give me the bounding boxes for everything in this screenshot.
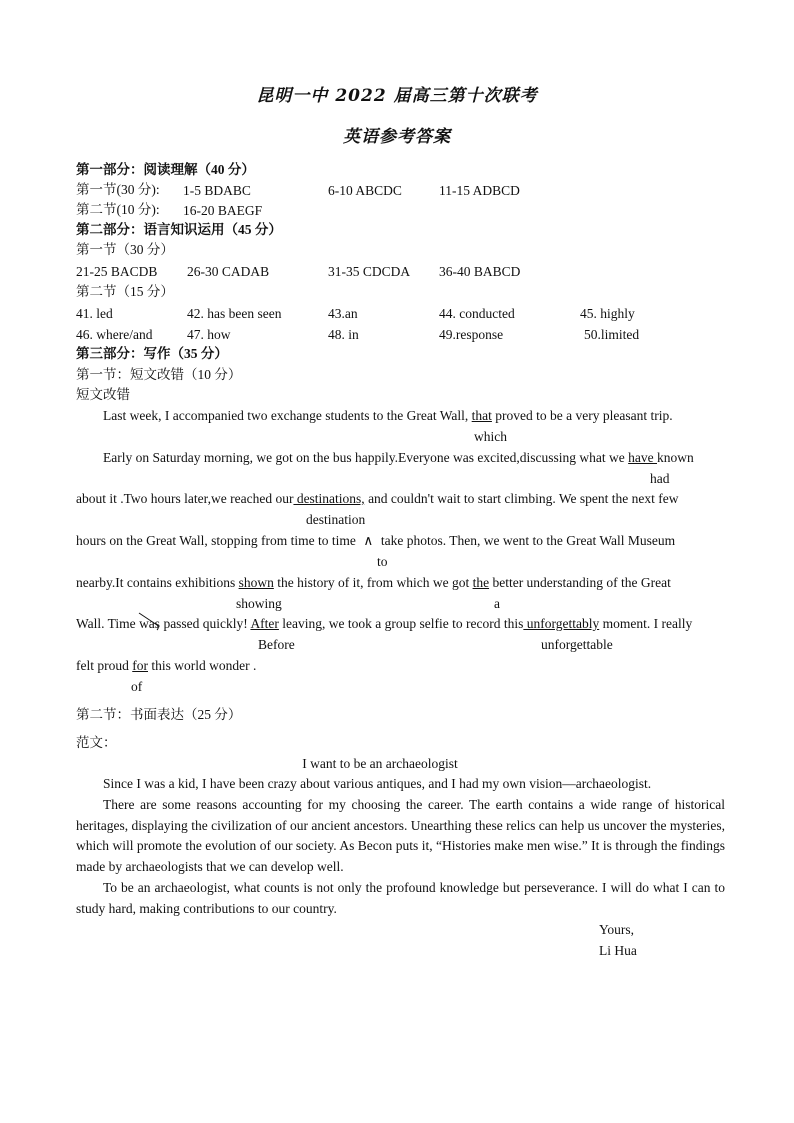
- correction-answer: destination: [306, 512, 366, 527]
- correction-line-1: Last week, I accompanied two exchange students to the Great Wall, that proved to be a very pleasant trip.: [103, 408, 673, 423]
- error-word: After: [250, 616, 279, 631]
- answer-item: 44. conducted: [439, 306, 515, 321]
- answer-item: 45. highly: [580, 306, 635, 321]
- answer-group: 26-30 CADAB: [187, 264, 270, 279]
- correction-answer: unforgettable: [541, 637, 613, 652]
- error-word: the: [472, 575, 490, 590]
- sample-label: 范文：: [76, 735, 117, 750]
- part2-sec1-label: 第一节（30 分）: [76, 242, 174, 257]
- essay-paragraph: To be an archaeologist, what counts is not only the profound knowledge but perseverance. I will do what I can to study hard, making contributions to our country.: [76, 880, 725, 916]
- correction-answer: of: [131, 679, 143, 694]
- answer-item: 46. where/and: [76, 327, 153, 342]
- part1-sec1-label: 第一节(30 分):: [76, 182, 160, 197]
- answer-group: 36-40 BABCD: [439, 264, 521, 279]
- answer-item: 43.an: [328, 306, 358, 321]
- part3-heading: 第三部分：写作（35 分）: [76, 346, 228, 361]
- error-word: unforgettably: [523, 616, 600, 631]
- correction-line-7: felt proud for this world wonder .: [76, 658, 257, 673]
- part1-heading: 第一部分：阅读理解（40 分）: [76, 162, 255, 177]
- essay-paragraph: There are some reasons accounting for my choosing the career. The earth contains a wide range of historical heritages, displaying the civilization of our ancient ancestors. Unearthing these relics can help us uncover the mysteries, which will promote the evolution of our society. As Becon puts it, “Histories make men wise.” It is through the findings made by archaeologists that we can develop well.: [76, 797, 725, 875]
- correction-answer: showing: [236, 596, 282, 611]
- correction-line-2: Early on Saturday morning, we got on the bus happily.Everyone was excited,discussing what we have known: [103, 450, 694, 465]
- part3-sec2-label: 第二节：书面表达（25 分）: [76, 707, 242, 722]
- error-word: destinations,: [293, 491, 365, 506]
- error-word: that: [471, 408, 492, 423]
- error-word: shown: [238, 575, 274, 590]
- closing: Yours,: [599, 922, 635, 937]
- answer-item: 48. in: [328, 327, 359, 342]
- essay-paragraph: Since I was a kid, I have been crazy about various antiques, and I had my own vision—archaeologist.: [103, 776, 652, 791]
- error-word: have: [628, 450, 657, 465]
- answer-group: 11-15 ADBCD: [439, 183, 520, 198]
- correction-line-4: hours on the Great Wall, stopping from time to time ∧ take photos. Then, we went to the Great Wall Museum: [76, 533, 676, 548]
- page-title: 昆明一中 2022 届高三第十次联考: [256, 86, 538, 106]
- answer-group: 21-25 BACDB: [76, 264, 158, 279]
- answer-item: 50.limited: [584, 327, 640, 342]
- error-word: for: [132, 658, 148, 673]
- part2-sec2-label: 第二节（15 分）: [76, 284, 174, 299]
- insert-caret: ∧: [363, 533, 374, 548]
- part3-sec1-label: 第一节：短文改错（10 分）: [76, 367, 242, 382]
- essay-title: I want to be an archaeologist: [302, 756, 458, 771]
- part3-sec1-sublabel: 短文改错: [76, 387, 130, 402]
- answer-item: 41. led: [76, 306, 113, 321]
- signature: Li Hua: [599, 943, 637, 958]
- page-subtitle: 英语参考答案: [343, 127, 451, 147]
- part1-sec2-label: 第二节(10 分):: [76, 202, 160, 217]
- answer-group: 31-35 CDCDA: [328, 264, 411, 279]
- answer-item: 49.response: [439, 327, 504, 342]
- correction-answer: had: [650, 471, 670, 486]
- correction-answer: a: [494, 596, 500, 611]
- answer-group: 1-5 BDABC: [183, 183, 251, 198]
- correction-line-3: about it .Two hours later,we reached our destinations, and couldn't wait to start climbing. We spent the next few: [76, 491, 679, 506]
- correction-answer: which: [474, 429, 507, 444]
- answer-group: 16-20 BAEGF: [183, 203, 263, 218]
- correction-line-6: Wall. Time was passed quickly! After leaving, we took a group selfie to record this unforgettably moment. I really: [76, 617, 692, 631]
- correction-answer: to: [377, 554, 388, 569]
- answer-item: 42. has been seen: [187, 306, 282, 321]
- answer-group: 6-10 ABCDC: [328, 183, 402, 198]
- correction-line-5: nearby.It contains exhibitions shown the history of it, from which we got the better understanding of the Great: [76, 575, 671, 590]
- correction-answer: Before: [258, 637, 295, 652]
- part2-heading: 第二部分：语言知识运用（45 分）: [76, 222, 282, 237]
- answer-item: 47. how: [187, 327, 231, 342]
- deletion-mark: was: [139, 617, 160, 631]
